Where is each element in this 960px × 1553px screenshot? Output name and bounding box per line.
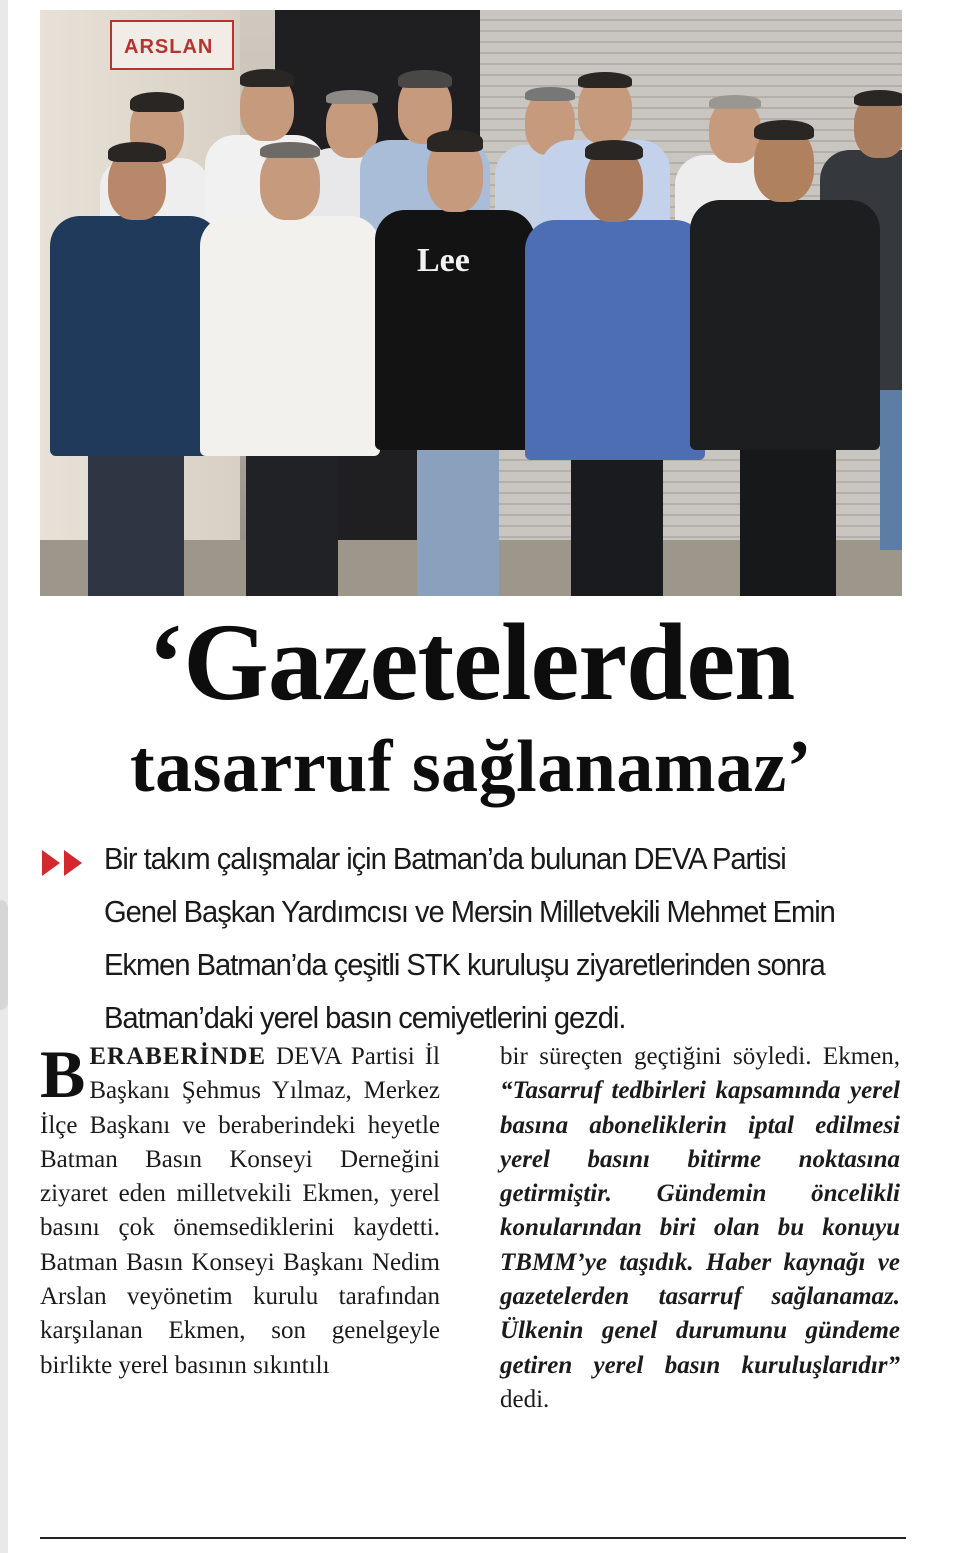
shop-sign-text: ARSLAN bbox=[124, 36, 214, 58]
double-arrow-right-icon bbox=[42, 848, 88, 878]
lead-paragraph: Bir takım çalışmalar için Batman’da bulunan DEVA Partisi Genel Başkan Yardımcısı ve Mersin Milletvekili Mehmet Emin Ekmen Batman’da çeşitli STK kuruluşu ziyaretlerinden sonra Batman’daki yerel basın cemiyetlerini gezdi. bbox=[104, 841, 835, 1035]
bottom-divider bbox=[40, 1537, 906, 1539]
drop-cap: B bbox=[40, 1036, 86, 1112]
headline bbox=[40, 600, 902, 810]
article-column-right bbox=[500, 1040, 900, 1417]
article-column-left bbox=[40, 1036, 440, 1383]
page-margin-strip bbox=[0, 0, 8, 1553]
shop-sign bbox=[110, 20, 234, 70]
article-text: dedi. bbox=[500, 1385, 550, 1413]
article-text: DEVA Partisi İl Başkanı Şehmus Yılmaz, Merkez İlçe Başkanı ve beraberindeki heyetle Batman Basın Konseyi Derneğini ziyaret eden milletvekili Ekmen, yerel basını çok önemsediklerini kaydetti. Batman Basın Konseyi Başkanı Nedim Arslan veyönetim kurulu tarafından karşılanan Ekmen, son genelgeyle birlikte yerel basının sıkıntılı bbox=[40, 1043, 440, 1379]
person-figure bbox=[200, 140, 380, 596]
news-photo bbox=[40, 10, 902, 596]
person-figure bbox=[50, 140, 220, 596]
quote-text: “Tasarruf tedbirleri kapsamında yerel basına aboneliklerin iptal edilmesi yerel basını bitirme noktasına getirmiştir. Gündemin öncelikli konularından biri olan bu konuyu TBMM’ye taşıdık. Haber kaynağı ve gazetelerden tasarruf sağlanamaz. Ülkenin genel durumunu gündeme getiren yerel basın kuruluşlarıdır” bbox=[500, 1077, 900, 1379]
person-figure bbox=[690, 120, 880, 596]
headline-line-2: tasarruf sağlanamaz’ bbox=[129, 726, 813, 808]
headline-line-1: ‘Gazetelerden bbox=[147, 601, 795, 723]
person-figure bbox=[525, 140, 705, 596]
lead-word: ERABERİNDE bbox=[89, 1043, 267, 1070]
article-text: bir süreçten geçtiğini söyledi. Ekmen, bbox=[500, 1043, 900, 1070]
shirt-logo: Lee bbox=[417, 242, 470, 279]
person-figure bbox=[375, 130, 535, 596]
